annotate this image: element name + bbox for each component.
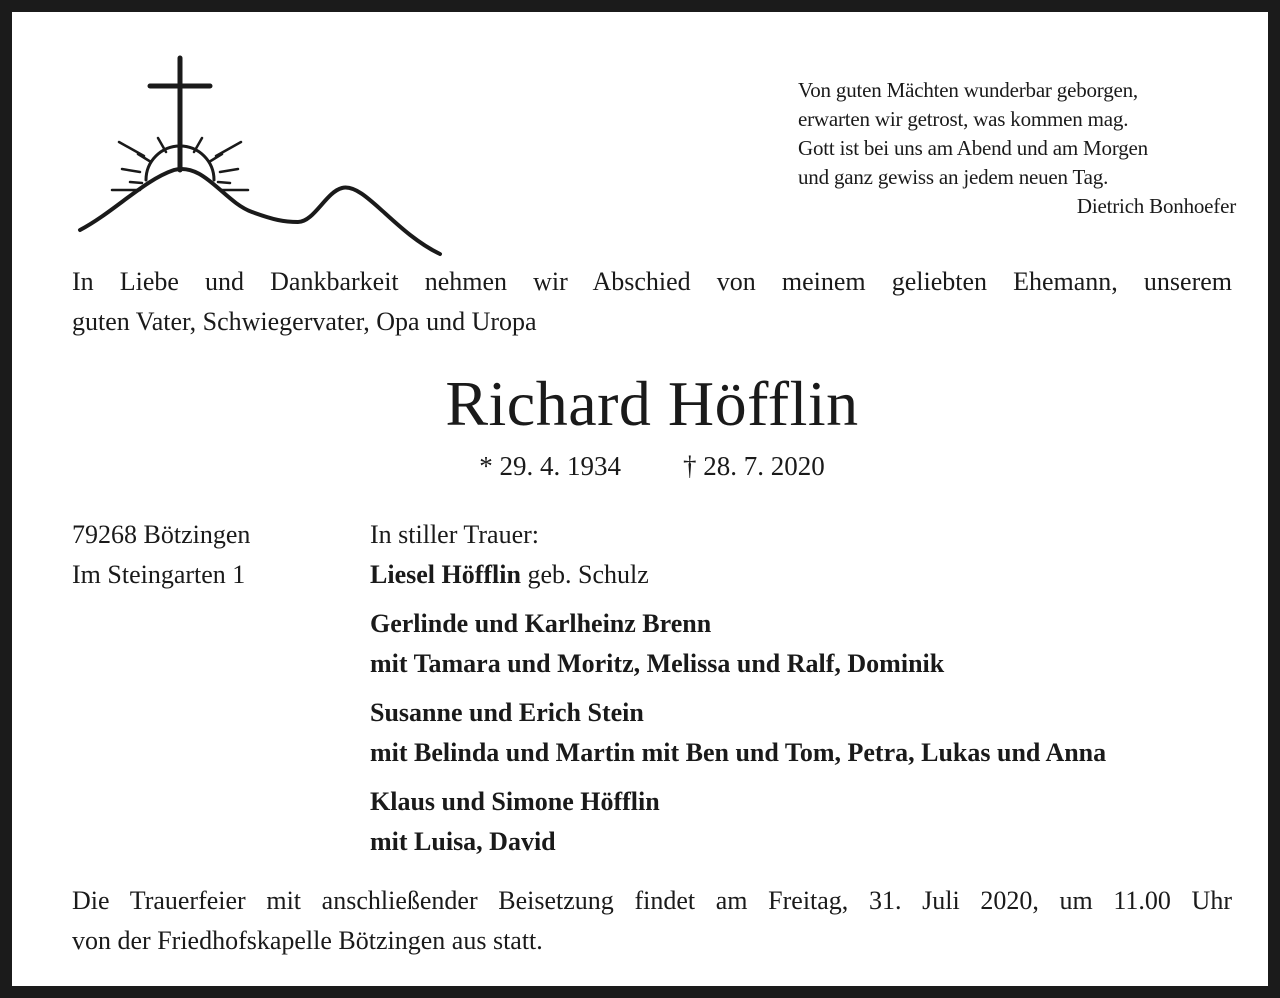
- bonhoeffer-quote: [798, 76, 1236, 221]
- mourner-group-line: mit Luisa, David: [370, 827, 556, 856]
- intro-text: [72, 262, 1232, 342]
- deceased-name: Richard Höfflin: [445, 368, 859, 439]
- funeral-details-line-1: Die Trauerfeier mit anschließender Beisetzung findet am Freitag, 31. Juli 2020, um 11.00 Uhr: [72, 886, 1232, 915]
- mourner-group-line: Susanne und Erich Stein: [370, 698, 644, 727]
- family-address: [72, 515, 250, 595]
- quote-line: und ganz gewiss an jedem neuen Tag.: [798, 165, 1109, 189]
- mourner-group-line: Gerlinde und Karlheinz Brenn: [370, 609, 712, 638]
- cross-on-mountain-with-sun-icon: [74, 52, 446, 264]
- mourners-list: [370, 515, 1250, 862]
- quote-author: Dietrich Bonhoefer: [1076, 194, 1236, 218]
- mourner-group: [370, 693, 1250, 773]
- quote-line: erwarten wir getrost, was kommen mag.: [798, 107, 1129, 131]
- funeral-details-line-2: von der Friedhofskapelle Bötzingen aus statt.: [72, 926, 543, 955]
- life-dates: [12, 448, 1280, 484]
- mourner-group-line: Klaus und Simone Höfflin: [370, 787, 660, 816]
- mourner-group: [370, 782, 1250, 862]
- address-city: 79268 Bötzingen: [72, 520, 251, 549]
- intro-line-1: In Liebe und Dankbarkeit nehmen wir Abschied von meinem geliebten Ehemann, unserem: [72, 267, 1232, 296]
- mourner-group-line: mit Tamara und Moritz, Melissa und Ralf, Dominik: [370, 649, 945, 678]
- funeral-details: [72, 881, 1232, 961]
- mourner-group-line: mit Belinda und Martin mit Ben und Tom, Petra, Lukas und Anna: [370, 738, 1107, 767]
- death-date: † 28. 7. 2020: [683, 451, 825, 481]
- widow-maiden-name: geb. Schulz: [527, 560, 649, 589]
- quote-line: Von guten Mächten wunderbar geborgen,: [798, 78, 1138, 102]
- mourner-group: [370, 604, 1250, 684]
- birth-date: * 29. 4. 1934: [479, 451, 621, 481]
- address-street: Im Steingarten 1: [72, 560, 246, 589]
- widow-entry: [370, 555, 1250, 595]
- mourners-heading: In stiller Trauer:: [370, 520, 539, 549]
- widow-name: Liesel Höfflin: [370, 560, 521, 589]
- intro-line-2: guten Vater, Schwiegervater, Opa und Uropa: [72, 307, 537, 336]
- quote-line: Gott ist bei uns am Abend und am Morgen: [798, 136, 1148, 160]
